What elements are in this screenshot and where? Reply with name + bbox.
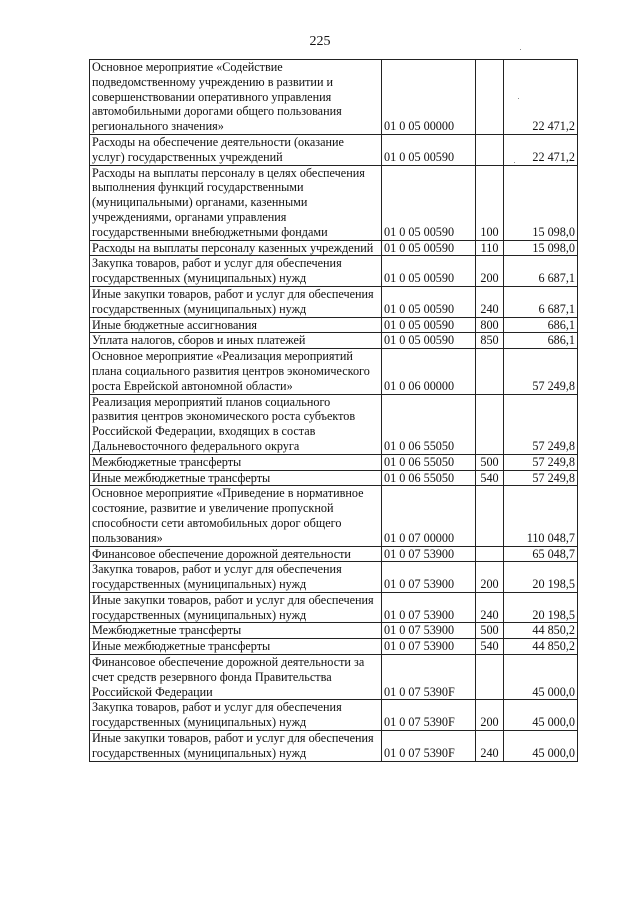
row-amount: 20 198,5 [504, 562, 578, 593]
row-description: Расходы на обеспечение деятельности (оказание услуг) государственных учреждений [90, 134, 382, 165]
row-code: 01 0 06 55050 [382, 470, 476, 486]
table-row [90, 700, 578, 731]
row-description: Закупка товаров, работ и услуг для обеспечения государственных (муниципальных) нужд [90, 562, 382, 593]
row-expense-type: 500 [476, 623, 504, 639]
table-row [90, 486, 578, 546]
table-row [90, 286, 578, 317]
row-code: 01 0 07 5390F [382, 700, 476, 731]
table-row [90, 333, 578, 349]
table-row [90, 317, 578, 333]
row-description: Уплата налогов, сборов и иных платежей [90, 333, 382, 349]
row-code: 01 0 06 55050 [382, 394, 476, 454]
table-row [90, 134, 578, 165]
row-code: 01 0 05 00590 [382, 286, 476, 317]
row-amount: 686,1 [504, 317, 578, 333]
budget-table [89, 59, 578, 762]
row-expense-type: 200 [476, 256, 504, 287]
row-description: Иные закупки товаров, работ и услуг для обеспечения государственных (муниципальных) нужд [90, 731, 382, 762]
row-code: 01 0 06 55050 [382, 454, 476, 470]
row-amount: 110 048,7 [504, 486, 578, 546]
row-code: 01 0 07 53900 [382, 592, 476, 623]
row-amount: 57 249,8 [504, 349, 578, 394]
row-amount: 45 000,0 [504, 655, 578, 700]
table-row [90, 655, 578, 700]
row-expense-type: 800 [476, 317, 504, 333]
row-description: Иные закупки товаров, работ и услуг для обеспечения государственных (муниципальных) нужд [90, 286, 382, 317]
row-amount: 44 850,2 [504, 623, 578, 639]
row-amount: 6 687,1 [504, 286, 578, 317]
row-expense-type: 110 [476, 240, 504, 256]
row-code: 01 0 05 00590 [382, 256, 476, 287]
row-expense-type [476, 546, 504, 562]
row-expense-type [476, 60, 504, 135]
row-expense-type: 240 [476, 731, 504, 762]
row-amount: 57 249,8 [504, 470, 578, 486]
row-expense-type: 240 [476, 286, 504, 317]
row-code: 01 0 07 00000 [382, 486, 476, 546]
row-expense-type: 240 [476, 592, 504, 623]
row-description: Иные межбюджетные трансферты [90, 639, 382, 655]
row-expense-type [476, 486, 504, 546]
row-expense-type: 540 [476, 639, 504, 655]
row-amount: 44 850,2 [504, 639, 578, 655]
row-amount: 57 249,8 [504, 454, 578, 470]
row-amount: 65 048,7 [504, 546, 578, 562]
row-expense-type: 850 [476, 333, 504, 349]
row-description: Расходы на выплаты персоналу казенных учреждений [90, 240, 382, 256]
scan-speck [518, 98, 519, 99]
table-row [90, 394, 578, 454]
row-description: Иные межбюджетные трансферты [90, 470, 382, 486]
row-description: Иные бюджетные ассигнования [90, 317, 382, 333]
row-expense-type: 200 [476, 700, 504, 731]
table-row [90, 256, 578, 287]
row-code: 01 0 06 00000 [382, 349, 476, 394]
row-description: Основное мероприятие «Приведение в нормативное состояние, развитие и увеличение пропускной способности сети автомобильных дорог общего пользования» [90, 486, 382, 546]
table-row [90, 470, 578, 486]
row-description: Финансовое обеспечение дорожной деятельности за счет средств резервного фонда Правительства Российской Федерации [90, 655, 382, 700]
row-amount: 45 000,0 [504, 731, 578, 762]
table-row [90, 639, 578, 655]
table-row [90, 546, 578, 562]
row-description: Основное мероприятие «Реализация мероприятий плана социального развития центров экономического роста Еврейской автономной области» [90, 349, 382, 394]
row-code: 01 0 05 00590 [382, 134, 476, 165]
row-amount: 22 471,2 [504, 60, 578, 135]
row-amount: 6 687,1 [504, 256, 578, 287]
row-code: 01 0 07 53900 [382, 639, 476, 655]
table-row [90, 60, 578, 135]
row-expense-type [476, 134, 504, 165]
row-expense-type [476, 655, 504, 700]
row-amount: 15 098,0 [504, 165, 578, 240]
table-row [90, 240, 578, 256]
row-code: 01 0 05 00590 [382, 317, 476, 333]
row-code: 01 0 07 53900 [382, 562, 476, 593]
row-description: Закупка товаров, работ и услуг для обеспечения государственных (муниципальных) нужд [90, 256, 382, 287]
table-row [90, 349, 578, 394]
row-code: 01 0 07 53900 [382, 623, 476, 639]
row-description: Межбюджетные трансферты [90, 454, 382, 470]
row-expense-type: 500 [476, 454, 504, 470]
row-code: 01 0 05 00590 [382, 333, 476, 349]
row-description: Финансовое обеспечение дорожной деятельности [90, 546, 382, 562]
scan-speck [514, 162, 515, 163]
row-expense-type: 100 [476, 165, 504, 240]
row-description: Основное мероприятие «Содействие подведомственному учреждению в развитии и совершенствовании оперативного управления автомобильными дорогами общего пользования регионального значения» [90, 60, 382, 135]
row-description: Расходы на выплаты персоналу в целях обеспечения выполнения функций государственными (муниципальными) органами, казенными учреждениями, органами управления государственными внебюджетными фондами [90, 165, 382, 240]
table-row [90, 731, 578, 762]
row-description: Реализация мероприятий планов социального развития центров экономического роста субъектов Российской Федерации, входящих в состав Дальневосточного федерального округа [90, 394, 382, 454]
row-code: 01 0 05 00000 [382, 60, 476, 135]
row-code: 01 0 07 5390F [382, 655, 476, 700]
row-amount: 15 098,0 [504, 240, 578, 256]
row-description: Закупка товаров, работ и услуг для обеспечения государственных (муниципальных) нужд [90, 700, 382, 731]
row-amount: 686,1 [504, 333, 578, 349]
row-code: 01 0 07 53900 [382, 546, 476, 562]
row-description: Иные закупки товаров, работ и услуг для обеспечения государственных (муниципальных) нужд [90, 592, 382, 623]
row-expense-type: 540 [476, 470, 504, 486]
scan-speck [520, 49, 521, 50]
row-expense-type: 200 [476, 562, 504, 593]
table-row [90, 623, 578, 639]
table-row [90, 454, 578, 470]
table-row [90, 165, 578, 240]
row-expense-type [476, 349, 504, 394]
row-expense-type [476, 394, 504, 454]
budget-table-body [90, 60, 578, 762]
row-amount: 20 198,5 [504, 592, 578, 623]
row-amount: 57 249,8 [504, 394, 578, 454]
row-amount: 22 471,2 [504, 134, 578, 165]
row-code: 01 0 05 00590 [382, 240, 476, 256]
row-code: 01 0 05 00590 [382, 165, 476, 240]
row-code: 01 0 07 5390F [382, 731, 476, 762]
page-number: 225 [309, 34, 331, 49]
table-row [90, 592, 578, 623]
row-amount: 45 000,0 [504, 700, 578, 731]
row-description: Межбюджетные трансферты [90, 623, 382, 639]
table-row [90, 562, 578, 593]
